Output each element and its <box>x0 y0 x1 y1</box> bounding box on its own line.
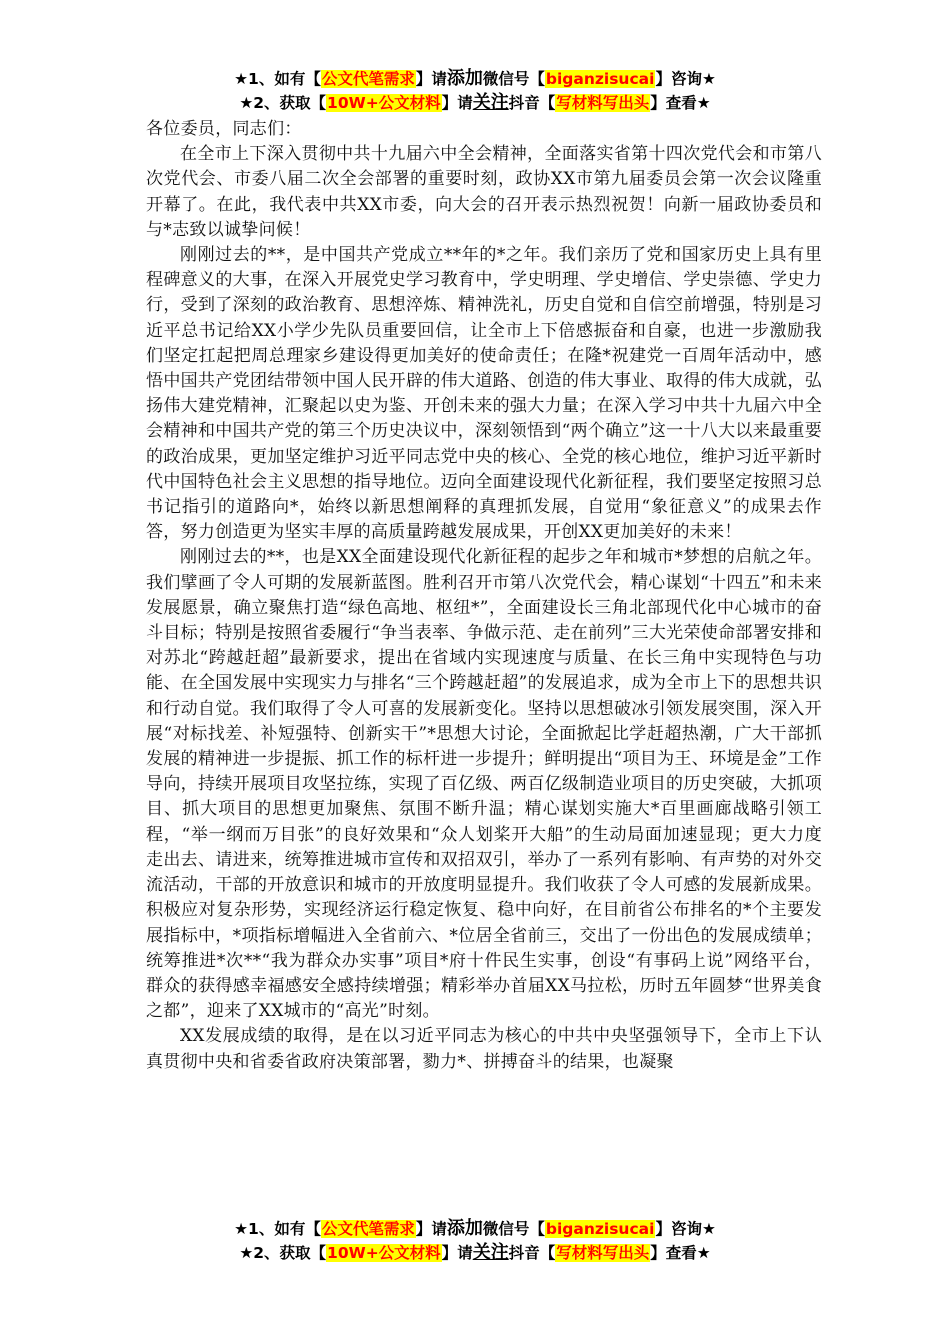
ad-line-2-highlight-douyin: 写材料写出头 <box>556 94 650 112</box>
salutation: 各位委员，同志们： <box>146 119 302 139</box>
paragraph-1: 在全市上下深入贯彻中共十九届六中全会精神，全面落实省第十四次党代会和市第八次党代会、市委八届二次全会部署的重要时刻，政协XX市第九届委员会第一次会议隆重开幕了。在此，我代表中共XX市委，向大会的召开表示热烈祝贺！向新一届政协委员和与*志致以诚挚问候！ <box>146 144 822 240</box>
ad-line-2 <box>0 91 950 115</box>
ad-line-2-mid2: 抖音【 <box>508 94 556 112</box>
document-body <box>146 117 822 1202</box>
paragraph-2: 刚刚过去的**，是中国共产党成立**年的*之年。我们亲历了党和国家历史上具有里程碑意义的大事，在深入开展党史学习教育中，学史明理、学史增信、学史崇德、学史力行，受到了深刻的政治教育、思想淬炼、精神洗礼，历史自觉和自信空前增强，特别是习近平总书记给XX小学少先队员重要回信，让全市上下倍感振奋和自豪，也进一步激励我们坚定扛起把周总理家乡建设得更加美好的使命责任；在隆*祝建党一百周年活动中，感悟中国共产党团结带领中国人民开辟的伟大道路、创造的伟大事业、取得的伟大成就，弘扬伟大建党精神，汇聚起以史为鉴、开创未来的强大力量；在深入学习中共十九届六中全会精神和中国共产党的第三个历史决议中，深刻领悟到“两个确立”这一十八大以来最重要的政治成果，更加坚定维护习近平同志党中央的核心、全党的核心地位，维护习近平新时代中国特色社会主义思想的指导地位。迈向全面建设现代化新征程，我们要坚定按照习总书记指引的道路向*，始终以新思想阐释的真理抓发展，自觉用“象征意义”的成果去作答，努力创造更为坚实丰厚的高质量跨越发展成果，开创XX更加美好的未来！ <box>146 245 822 543</box>
top-ad-banner <box>0 67 950 115</box>
ad-line-2-highlight-materials: 10W+公文材料 <box>327 94 441 112</box>
ad-line-2-prefix: ★2、获取【 <box>239 1244 327 1262</box>
ad-line-1-mid: 】请 <box>415 70 447 88</box>
ad-line-2-mid: 】请 <box>441 1244 473 1262</box>
ad-line-1-highlight-service: 公文代笔需求 <box>321 1220 415 1238</box>
ad-line-2-repeat <box>0 1241 950 1265</box>
ad-line-2-highlight-materials: 10W+公文材料 <box>327 1244 441 1262</box>
ad-line-1-highlight-wechat: biganzisucai <box>545 70 655 88</box>
ad-line-1-suffix: 】咨询★ <box>655 1220 716 1238</box>
ad-line-1-mid2: 微信号【 <box>482 1220 545 1238</box>
ad-line-1-mid2: 微信号【 <box>482 70 545 88</box>
ad-line-2-prefix: ★2、获取【 <box>239 94 327 112</box>
ad-line-1-highlight-service: 公文代笔需求 <box>321 70 415 88</box>
ad-line-1 <box>0 67 950 91</box>
ad-line-1-suffix: 】咨询★ <box>655 70 716 88</box>
ad-line-2-emphasis: 关注 <box>472 92 509 113</box>
ad-line-1-highlight-wechat: biganzisucai <box>545 1220 655 1238</box>
ad-line-2-mid: 】请 <box>441 94 473 112</box>
ad-line-2-emphasis: 关注 <box>472 1242 509 1263</box>
ad-line-1-mid: 】请 <box>415 1220 447 1238</box>
ad-line-1-prefix: ★1、如有【 <box>234 1220 321 1238</box>
ad-line-1-emphasis: 添加 <box>446 1218 483 1239</box>
bottom-ad-banner <box>0 1217 950 1265</box>
ad-line-1-repeat <box>0 1217 950 1241</box>
ad-line-2-mid2: 抖音【 <box>508 1244 556 1262</box>
ad-line-2-suffix: 】查看★ <box>650 94 711 112</box>
ad-line-1-emphasis: 添加 <box>446 68 483 89</box>
ad-line-2-suffix: 】查看★ <box>650 1244 711 1262</box>
ad-line-2-highlight-douyin: 写材料写出头 <box>556 1244 650 1262</box>
ad-line-1-prefix: ★1、如有【 <box>234 70 321 88</box>
paragraph-4: XX发展成绩的取得，是在以习近平同志为核心的中共中央坚强领导下，全市上下认真贯彻中央和省委省政府决策部署，勠力*、拼搏奋斗的结果，也凝聚 <box>146 1026 822 1072</box>
paragraph-3: 刚刚过去的**，也是XX全面建设现代化新征程的起步之年和城市*梦想的启航之年。我们擘画了令人可期的发展新蓝图。胜利召开市第八次党代会，精心谋划“十四五”和未来发展愿景，确立聚焦打造“绿色高地、枢纽*”，全面建设长三角北部现代化中心城市的奋斗目标；特别是按照省委履行“争当表率、争做示范、走在前列”三大光荣使命部署安排和对苏北“跨越赶超”最新要求，提出在省域内实现速度与质量、在长三角中实现特色与功能、在全国发展中实现实力与排名“三个跨越赶超”的发展追求，成为全市上下的思想共识和行动自觉。我们取得了令人可喜的发展新变化。坚持以思想破冰引领发展突围，深入开展“对标找差、补短强特、创新实干”*思想大讨论，全面掀起比学赶超热潮，广大干部抓发展的精神进一步提振、抓工作的标杆进一步提升；鲜明提出“项目为王、环境是金”工作导向，持续开展项目攻坚拉练，实现了百亿级、两百亿级制造业项目的历史突破，大抓项目、抓大项目的思想更加聚焦、氛围不断升温；精心谋划实施大*百里画廊战略引领工程，“举一纲而万目张”的良好效果和“众人划桨开大船”的生动局面加速显现；更大力度走出去、请进来，统筹推进城市宣传和双招双引，举办了一系列有影响、有声势的对外交流活动，干部的开放意识和城市的开放度明显提升。我们收获了令人可感的发展新成果。积极应对复杂形势，实现经济运行稳定恢复、稳中向好，在目前省公布排名的*个主要发展指标中，*项指标增幅进入全省前六、*位居全省前三，交出了一份出色的发展成绩单；统筹推进*次**“我为群众办实事”项目*府十件民生实事，创设“有事码上说”网络平台，群众的获得感幸福感安全感持续增强；精彩举办首届XX马拉松，历时五年圆梦“世界美食之都”，迎来了XX城市的“高光”时刻。 <box>146 547 822 1022</box>
